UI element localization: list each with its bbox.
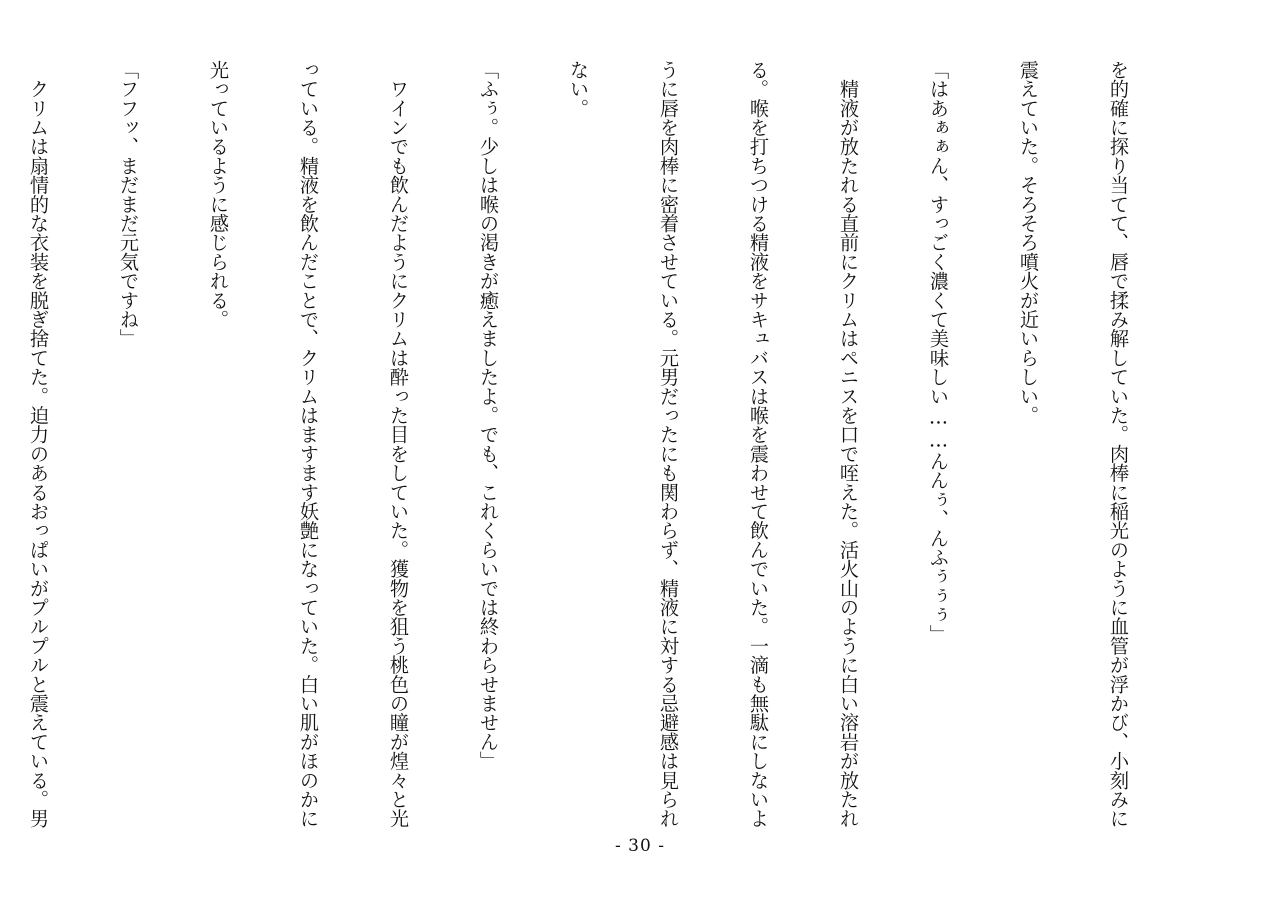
text-line: っている。精液を飲んだことで、クリムはますます妖艶になっていた。白い肌がほのかに xyxy=(297,60,320,828)
text-line: 「はあぁぁん、すっごく濃くて美味しい……んんぅ、んふぅぅぅ」 xyxy=(927,60,950,644)
text-line: る。喉を打ちつける精液をサキュバスは喉を震わせて飲んでいた。一滴も無駄にしないよ xyxy=(747,60,770,828)
text-line: 「フフッ、まだまだ元気ですね」 xyxy=(117,60,140,348)
text-line: 「ふぅ。少しは喉の渇きが癒えましたよ。でも、これくらいでは終わらせません」 xyxy=(477,60,500,771)
text-line: ない。 xyxy=(567,60,590,118)
text-line: を的確に探り当てて、唇で揉み解していた。肉棒に稲光のように血管が浮かび、小刻みに xyxy=(1107,60,1130,828)
vertical-body-text xyxy=(0,60,1193,828)
text-line: 震えていた。そろそろ噴火が近いらしい。 xyxy=(1017,60,1040,425)
page-number: - 30 - xyxy=(615,836,665,856)
text-line: うに唇を肉棒に密着させている。元男だったにも関わらず、精液に対する忌避感は見られ xyxy=(657,60,680,828)
text-line: 光っているように感じられる。 xyxy=(207,60,230,329)
text-line: ワインでも飲んだようにクリムは酔った目をしていた。獲物を狙う桃色の瞳が煌々と光 xyxy=(387,60,410,828)
text-line: 精液が放たれる直前にクリムはペニスを口で咥えた。活火山のように白い溶岩が放たれ xyxy=(837,60,860,828)
text-line: クリムは扇情的な衣装を脱ぎ捨てた。迫力のあるおっぱいがプルプルと震えている。男 xyxy=(27,60,50,828)
